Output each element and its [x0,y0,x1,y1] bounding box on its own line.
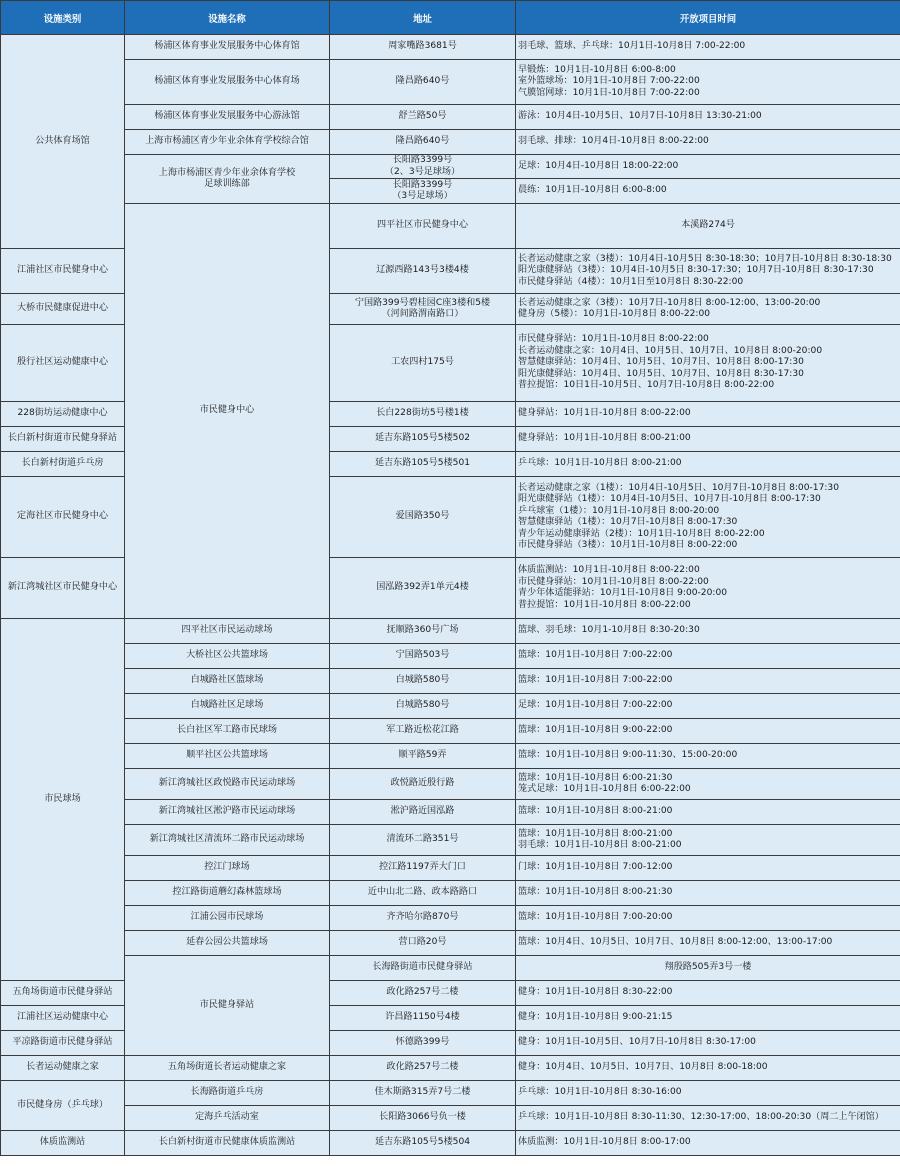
cell-line: 足球训练部 [204,179,250,189]
open-time-cell [516,294,900,325]
facility-name-cell [125,931,330,956]
facility-name-cell [1,452,125,477]
address-cell [330,1131,516,1156]
cell-line: 羽毛球、篮球、乒乓球：10月1日-10月8日 7:00-22:00 [518,41,746,52]
open-time-cell [516,881,900,906]
cell-line: 长海路街道乒乓房 [190,1087,264,1098]
facility-name-cell [330,204,516,249]
cell-line: 大桥市民健康促进中心 [17,303,108,314]
cell-line: 普拉提馆：10月1日-10月8日 8:00-22:00 [518,599,691,610]
address-cell [330,744,516,769]
cell-line: 定海社区市民健身中心 [17,511,108,522]
category-cell: 体质监测站 [1,1131,125,1156]
address-cell [330,249,516,294]
cell-line: 健身：10月1日-10月5日、10月7日-10月8日 8:30-17:00 [518,1037,756,1048]
cell-line: 定海乒乓活动室 [195,1112,259,1123]
cell-line: 新江湾城社区市民健身中心 [7,582,118,593]
address-cell [330,825,516,856]
facility-name-cell [1,249,125,294]
cell-line: 体质监测：10月1日-10月8日 8:00-17:00 [518,1137,691,1148]
cell-line: 本溪路274号 [681,220,735,231]
cell-line: 阳光康健驿站：10月4日、10月5日、10月7日、10月8日 8:30-17:30 [518,368,804,379]
cell-line: 篮球：10月1日-10月8日 8:00-21:00 [518,806,673,817]
cell-line: 杨浦区体育事业发展服务中心游泳馆 [154,111,300,122]
facility-name-cell [125,800,330,825]
cell-line: 五角场街道市民健身驿站 [12,987,113,998]
category-cell: 市民健身中心 [125,204,330,619]
address-cell [330,906,516,931]
table-row [1,744,900,769]
cell-line: 普拉提馆：10日1日-10月5日、10月7日-10月8日 8:00-22:00 [518,380,775,391]
table-row [1,130,900,155]
address-cell [330,35,516,60]
open-time-cell [516,60,900,105]
cell-line: 健身驿站：10月1日-10月8日 8:00-22:00 [518,408,691,419]
cell-line: 爱国路350号 [395,511,450,522]
facility-name-cell [125,130,330,155]
open-time-cell [516,427,900,452]
cell-line: 篮球：10月4日、10月5日、10月7日、10月8日 8:00-12:00、13:00-17:00 [518,937,833,948]
cell-line: 足球：10月1日-10月8日 7:00-22:00 [518,700,673,711]
open-time-cell [516,719,900,744]
cell-line: 健身：10月1日-10月8日 8:30-22:00 [518,987,673,998]
open-time-cell [516,179,900,204]
cell-line: 白城路社区足球场 [190,700,264,711]
cell-line: 市民健身驿站：10月1日-10月8日 8:00-22:00 [518,334,709,345]
cell-line: （河间路渭南路口） [381,309,464,319]
facility-name-cell [125,1081,330,1106]
table-row [1,931,900,956]
cell-line: 篮球：10月1日-10月8日 9:00-11:30、15:00-20:00 [518,750,738,761]
open-time-cell [516,694,900,719]
cell-line: 大桥社区公共篮球场 [186,650,268,661]
open-time-cell [516,558,900,619]
cell-line: 抚顺路360号广场 [386,625,459,636]
facility-name-cell [125,105,330,130]
category-cell: 公共体育场馆 [1,35,125,249]
address-cell [330,1006,516,1031]
open-time-cell [516,402,900,427]
open-time-cell [516,931,900,956]
cell-line: 宁国路399号碧桂园C座3楼和5楼 [354,297,491,308]
table-row [1,906,900,931]
table-row [1,800,900,825]
address-cell [330,558,516,619]
cell-line: 许昌路1150号4楼 [385,1012,460,1023]
address-cell [330,1081,516,1106]
cell-line: 新江湾城社区淞沪路市民运动球场 [158,806,296,817]
address-cell [330,130,516,155]
open-time-cell [516,325,900,402]
header-row [1,1,900,35]
table-row [1,669,900,694]
cell-line: （3号足球场） [392,191,453,201]
cell-line: 青少年运动健康驿站（2楼）：10月1日-10月8日 8:00-22:00 [518,528,765,539]
cell-line: 智慧健康驿站（1楼）：10月7日-10月8日 8:00-17:30 [518,517,738,527]
cell-line: 青少年体适能驿站：10月1日-10月8日 9:00-20:00 [518,588,728,598]
cell-line: 殷行社区运动健康中心 [17,357,108,368]
table-row [1,956,900,981]
cell-line: 上海市杨浦区青少年业余体育学校综合馆 [145,136,309,147]
facility-name-cell [1,427,125,452]
address-cell [330,856,516,881]
cell-line: 隆昌路640号 [395,76,450,87]
open-time-cell [516,1031,900,1056]
cell-line: 阳光康健驿站（3楼）：10月4日-10月5日 8:30-17:30；10月7日-10月8日 8:30-17:30 [518,265,874,276]
cell-line: 政悦路近殷行路 [390,778,455,789]
cell-line: 室外篮球场：10月1日-10月8日 7:00-22:00 [518,76,700,87]
header-facility-name: 设施名称 [125,1,330,35]
open-time-cell [516,825,900,856]
cell-line: 四平社区市民健身中心 [377,220,468,231]
facility-name-cell [125,619,330,644]
facility-name-cell [125,856,330,881]
cell-line: 白城路580号 [395,700,450,711]
cell-line: 健身：10月4日、10月5日、10月7日、10月8日 8:00-18:00 [518,1062,768,1073]
address-cell [330,427,516,452]
cell-line: 宁国路503号 [395,650,450,661]
address-cell [330,669,516,694]
cell-line: 长者运动健康之家（3楼）：10月7日-10月8日 8:00-12:00、13:00-20:00 [518,297,821,308]
cell-line: 杨浦区体育事业发展服务中心体育场 [154,76,300,87]
address-cell [330,155,516,179]
cell-line: 足球：10月4日-10月8日 18:00-22:00 [518,160,679,171]
open-time-cell [516,130,900,155]
table-body [1,35,900,1156]
open-time-cell [516,800,900,825]
address-cell [330,800,516,825]
open-time-cell [516,644,900,669]
cell-line: 近中山北二路、政本路路口 [367,887,478,898]
cell-line: 长白社区军工路市民球场 [176,725,278,736]
cell-line: 体质监测站：10月1日-10月8日 8:00-22:00 [518,565,700,575]
cell-line: 杨浦区体育事业发展服务中心体育馆 [154,41,300,52]
cell-line: 长阳路3066号负一楼 [379,1112,466,1123]
facility-name-cell [1,402,125,427]
facility-name-cell [125,1131,330,1156]
facility-name-cell [1,1006,125,1031]
cell-line: 篮球、羽毛球：10月1-10月8日 8:30-20:30 [518,625,700,636]
open-time-cell [516,981,900,1006]
cell-line: （2、3号足球场） [384,166,461,177]
cell-line: 长白新村街道市民健身驿站 [7,433,118,444]
cell-line: 早锻炼：10月1日-10月8日 6:00-8:00 [518,64,676,75]
facility-name-cell [1,1031,125,1056]
cell-line: 228街坊运动健康中心 [17,408,108,419]
open-time-cell [516,769,900,800]
cell-line: 长海路街道市民健身驿站 [372,962,473,973]
facility-name-cell [125,60,330,105]
cell-line: 市民健身驿站（3楼）：10月1日-10月8日 8:00-22:00 [518,540,738,550]
cell-line: 白城路580号 [395,675,450,686]
address-cell [330,619,516,644]
open-time-cell [516,1106,900,1131]
cell-line: 篮球：10月1日-10月8日 6:00-21:30 [518,772,673,783]
cell-line: 舒兰路50号 [398,111,447,122]
cell-line: 羽毛球：10月1日-10月8日 8:00-21:00 [518,840,682,850]
facility-name-cell [125,155,330,204]
facility-name-cell [125,906,330,931]
cell-line: 长白新村街道乒乓房 [21,458,104,469]
facility-name-cell [1,981,125,1006]
cell-line: 佳木斯路315弄7号二楼 [374,1087,471,1098]
facility-name-cell [125,825,330,856]
open-time-cell [516,452,900,477]
cell-line: 新江湾城社区清流环二路市民运动球场 [149,834,305,845]
cell-line: 阳光康健驿站（1楼）：10月4日-10月5日、10月7日-10月8日 8:00-17:30 [518,494,821,504]
category-cell: 市民健身驿站 [125,956,330,1056]
address-cell [330,452,516,477]
table-row [1,719,900,744]
cell-line: 政化路257号二楼 [386,1062,459,1073]
cell-line: 长阳路3399号 [392,179,453,190]
cell-line: 篮球：10月1日-10月8日 8:00-21:00 [518,828,673,839]
cell-line: 平凉路街道市民健身驿站 [12,1037,113,1048]
cell-line: 江浦公园市民球场 [190,912,264,923]
cell-line: 控江门球场 [204,862,250,873]
cell-line: 控江路1197弄大门口 [379,862,466,873]
address-cell [330,179,516,204]
cell-line: 齐齐哈尔路870号 [386,912,459,923]
open-time-cell [516,155,900,179]
cell-line: 控江路街道蘑幻森林篮球场 [172,887,282,898]
cell-line: 门球：10月1日-10月8日 7:00-12:00 [518,862,673,873]
cell-line: 乒乓球：10月1日-10月8日 8:30-11:30、12:30-17:00、18:00-20:30（周二上午闭馆） [518,1112,884,1123]
facility-name-cell [125,769,330,800]
cell-line: 长者运动健康之家：10月4日、10月5日、10月7日、10月8日 8:00-20:00 [518,345,823,356]
cell-line: 上海市杨浦区青少年业余体育学校 [158,167,296,178]
address-cell [330,931,516,956]
open-time-cell [516,906,900,931]
open-time-cell [516,856,900,881]
category-cell: 长者运动健康之家 [1,1056,125,1081]
cell-line: 健身：10月1日-10月8日 9:00-21:15 [518,1012,673,1023]
cell-line: 清流环二路351号 [386,834,459,845]
facility-name-cell [1,325,125,402]
address-cell [516,204,900,249]
cell-line: 羽毛球、排球：10月4日-10月8日 8:00-22:00 [518,136,709,147]
cell-line: 延吉东路105号5楼501 [374,458,471,469]
address-cell [330,981,516,1006]
facility-name-cell [125,881,330,906]
facility-name-cell [125,35,330,60]
cell-line: 篮球：10月1日-10月8日 7:00-22:00 [518,650,673,661]
table-row [1,881,900,906]
facility-name-cell [125,1056,330,1081]
table-row [1,155,900,179]
facility-name-cell [125,644,330,669]
address-cell [330,1031,516,1056]
table-row [1,35,900,60]
cell-line: 市民健身驿站（4楼）：10月1日至10月8日 8:30-22:00 [518,276,744,287]
open-time-cell [516,105,900,130]
cell-line: 智慧健康驿站：10月4日、10月5日、10月7日、10月8日 8:00-17:30 [518,357,804,368]
address-cell [330,325,516,402]
table-row [1,694,900,719]
cell-line: 政化路257号二楼 [386,987,459,998]
facility-name-cell [1,558,125,619]
cell-line: 长者运动健康之家（3楼）：10月4日-10月5日 8:30-18:30；10月7日-10月8日 8:30-18:30 [518,253,892,264]
category-cell: 市民健身房（乒乓球） [1,1081,125,1131]
open-time-cell [516,1131,900,1156]
open-time-cell [516,744,900,769]
cell-line: 隆昌路640号 [395,136,450,147]
cell-line: 周家嘴路3681号 [388,41,457,52]
cell-line: 篮球：10月1日-10月8日 8:00-21:30 [518,887,673,898]
table-row [1,825,900,856]
table-row [1,856,900,881]
cell-line: 乒乓球室（1楼）：10月1日-10月8日 8:00-20:00 [518,505,720,516]
cell-line: 延春公园公共篮球场 [186,937,268,948]
cell-line: 篮球：10月1日-10月8日 7:00-20:00 [518,912,673,923]
cell-line: 顺平路59弄 [398,750,447,761]
cell-line: 顺平社区公共篮球场 [186,750,268,761]
address-cell [330,60,516,105]
cell-line: 篮球：10月1日-10月8日 7:00-22:00 [518,675,673,686]
cell-line: 新江湾城社区政悦路市民运动球场 [158,778,296,789]
cell-line: 延吉东路105号5楼502 [374,433,471,444]
cell-line: 长白新村街道市民健康体质监测站 [158,1137,296,1148]
cell-line: 淞沪路近国泓路 [390,806,455,817]
cell-line: 军工路近松花江路 [386,725,459,736]
cell-line: 健身驿站：10月1日-10月8日 8:00-21:00 [518,433,691,444]
cell-line: 长白228街坊5号楼1楼 [376,408,469,419]
cell-line: 健身房（5楼）：10月1日-10月8日 8:00-22:00 [518,309,711,319]
cell-line: 国泓路392弄1单元4楼 [376,582,469,593]
open-time-cell [516,1056,900,1081]
header-category: 设施类别 [1,1,125,35]
open-time-cell [516,1006,900,1031]
facility-name-cell [330,956,516,981]
cell-line: 翔殷路505弄3号一楼 [664,962,752,973]
cell-line: 市民健身驿站：10月1日-10月8日 8:00-22:00 [518,576,709,587]
open-time-cell [516,35,900,60]
address-cell [330,105,516,130]
header-open-time: 开放项目时间 [516,1,900,35]
open-time-cell [516,1081,900,1106]
cell-line: 江浦社区运动健康中心 [17,1012,108,1023]
facility-name-cell [1,477,125,558]
cell-line: 乒乓球：10月1日-10月8日 8:00-21:00 [518,458,682,469]
cell-line: 营口路20号 [398,937,447,948]
cell-line: 篮球：10月1日-10月8日 9:00-22:00 [518,725,673,736]
facility-name-cell [125,719,330,744]
cell-line: 江浦社区市民健身中心 [17,265,108,276]
address-cell [330,402,516,427]
facility-name-cell [125,744,330,769]
table-row [1,1106,900,1131]
address-cell [330,1056,516,1081]
table-row [1,105,900,130]
table-row [1,204,900,249]
facility-name-cell [125,1106,330,1131]
cell-line: 长者运动健康之家（1楼）：10月4日-10月5日、10月7日-10月8日 8:00-17:30 [518,482,839,493]
cell-line: 白城路社区篮球场 [190,675,264,686]
address-cell [330,694,516,719]
open-time-cell [516,619,900,644]
table-row [1,1081,900,1106]
address-cell [330,881,516,906]
table-row [1,644,900,669]
cell-line: 长阳路3399号 [392,155,453,165]
address-cell [516,956,900,981]
cell-line: 怀德路399号 [395,1037,450,1048]
address-cell [330,769,516,800]
address-cell [330,477,516,558]
cell-line: 五角场街道长者运动健康之家 [167,1062,287,1073]
address-cell [330,1106,516,1131]
address-cell [330,294,516,325]
cell-line: 辽源西路143号3楼4楼 [376,265,469,276]
cell-line: 延吉东路105号5楼504 [374,1137,471,1148]
category-cell: 市民球场 [1,619,125,981]
table-row [1,1131,900,1156]
table-row [1,1056,900,1081]
cell-line: 晨练：10月1日-10月8日 6:00-8:00 [518,185,667,196]
table-row [1,60,900,105]
facility-name-cell [125,694,330,719]
cell-line: 气膜馆网球：10月1日-10月8日 7:00-22:00 [518,87,700,98]
address-cell [330,644,516,669]
table-row [1,769,900,800]
table-row [1,619,900,644]
facility-name-cell [1,294,125,325]
address-cell [330,719,516,744]
open-time-cell [516,669,900,694]
cell-line: 乒乓球：10月1日-10月8日 8:30-16:00 [518,1087,682,1098]
open-time-cell [516,477,900,558]
cell-line: 四平社区市民运动球场 [181,625,273,636]
cell-line: 工农四村175号 [391,357,454,368]
header-address: 地址 [330,1,516,35]
cell-line: 游泳：10月4日-10月5日、10月7日-10月8日 13:30-21:00 [518,111,762,122]
open-time-cell [516,249,900,294]
facility-name-cell [125,669,330,694]
cell-line: 笼式足球：10月1日-10月8日 6:00-22:00 [518,784,691,794]
